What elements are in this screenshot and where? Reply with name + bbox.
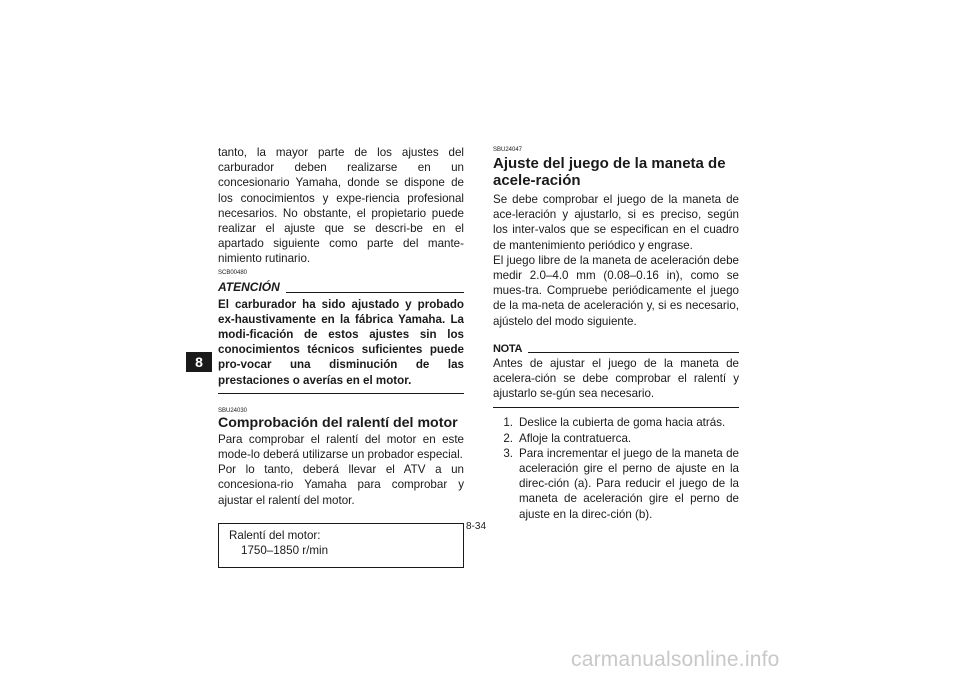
throttle-section-title: Ajuste del juego de la maneta de acele-ración [493,155,726,189]
idle-section-title: Comprobación del ralentí del motor [218,414,458,431]
idle-spec-label: Ralentí del motor: [229,528,321,542]
step-number: 3. [503,446,513,460]
page-number: 8-34 [466,521,487,532]
idle-paragraph-2: Por lo tanto, deberá llevar el ATV a un concesiona-rio Yamaha para comprobar y ajustar el ralentí del motor. [218,463,464,507]
chapter-tab: 8 [186,352,212,372]
step-text: Para incrementar el juego de la maneta de aceleración gire el perno de ajuste en la direc-ción (a). Para reducir el juego de la maneta de aceleración gire el perno de ajuste en la direc-ción (b). [519,446,739,521]
step-text: Afloje la contratuerca. [519,431,632,445]
idle-spec-box [218,523,464,568]
idle-paragraph-1: Para comprobar el ralentí del motor en este mode-lo deberá utilizarse un probador especial. [218,432,464,462]
list-item [493,446,739,522]
note-header [493,340,739,355]
throttle-paragraph-2: El juego libre de la maneta de aceleración debe medir 2.0–4.0 mm (0.08–0.16 in), como se mues-tra. Compruebe periódicamente el juego de la ma-neta de aceleración y, si es necesario, ajústelo del modo siguiente. [493,253,739,328]
throttle-paragraph-1: Se debe comprobar el juego de la maneta de ace-leración y ajustarlo, si es preciso, según los inter-valos que se especifican en el cuadro de mantenimiento periódico y engrase. [493,193,739,252]
note-text: Antes de ajustar el juego de la maneta de acelera-ción se debe comprobar el ralentí y ajustarlo se-gún sea necesario. [493,356,739,401]
caution-label: ATENCIÓN [218,279,280,294]
watermark-link[interactable]: carmanualsonline.info [571,648,780,671]
note-end-rule [493,407,739,408]
left-column [218,145,464,568]
step-number: 1. [503,416,513,430]
intro-paragraph: tanto, la mayor parte de los ajustes del carburador deben realizarse en un concesionario Yamaha, donde se dispone de los conocimientos y expe-riencia profesional necesarios. No obstante, el propietario puede realizar el ajuste que se descri-be en el apartado siguiente como parte del mante-nimiento rutinario. [218,146,464,266]
step-number: 2. [503,431,513,445]
idle-section-code: SBU24030 [218,407,248,414]
caution-header [218,278,464,294]
step-text: Deslice la cubierta de goma hacia atrás. [519,416,726,430]
throttle-section-code: SBU24047 [493,147,523,153]
caution-end-rule [218,393,464,394]
note-rule [528,352,739,353]
idle-spec-value: 1750–1850 r/min [241,543,329,557]
steps-list [493,415,739,521]
caution-text: El carburador ha sido ajustado y probado ex-haustivamente en la fábrica Yamaha. La modi-ficación de estos ajustes sin los conocimientos técnicos suficientes puede pro-vocar una disminución de las prestaciones o averías en el motor. [218,297,464,387]
right-column [493,145,739,522]
note-label: NOTA [493,342,523,355]
list-item [493,431,739,446]
caution-code: SCB00480 [218,269,248,276]
caution-rule [286,292,464,293]
list-item [493,415,739,430]
